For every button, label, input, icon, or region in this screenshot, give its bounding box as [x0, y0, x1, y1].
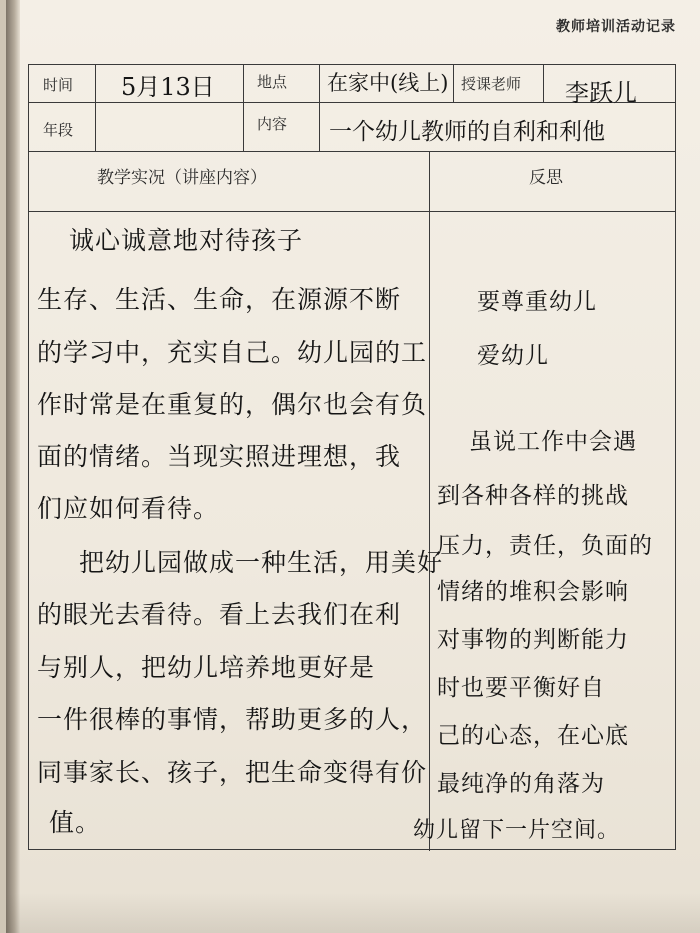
teaching-line: 们应如何看待。	[37, 494, 220, 523]
reflection-line: 幼儿留下一片空间。	[413, 818, 621, 843]
time-label: 时间	[43, 76, 74, 94]
reflection-header: 反思	[529, 168, 563, 188]
teaching-line: 的学习中，充实自己。幼儿园的工	[37, 338, 428, 367]
reflection-line: 情绪的堆积会影响	[437, 579, 629, 605]
teaching-line: 与别人，把幼儿培养地更好是	[37, 653, 376, 682]
col-divider	[243, 65, 244, 151]
reflection-line: 对事物的判断能力	[437, 627, 629, 653]
reflection-line: 爱幼儿	[477, 343, 549, 369]
page-shadow	[6, 893, 700, 933]
grade-label: 年段	[43, 121, 74, 139]
teaching-line: 诚心诚意地对待孩子	[69, 226, 304, 255]
row-divider	[29, 151, 675, 152]
row-divider	[29, 211, 675, 212]
reflection-line: 要尊重幼儿	[477, 289, 597, 315]
reflection-line: 时也要平衡好自	[437, 675, 605, 701]
teaching-line: 把幼儿园做成一种生活，用美好	[79, 548, 444, 577]
reflection-line: 虽说工作中会遇	[469, 429, 637, 455]
col-divider	[95, 65, 96, 151]
reflection-line: 己的心态，在心底	[437, 723, 629, 749]
teaching-line: 面的情绪。当现实照进理想，我	[37, 442, 402, 471]
teaching-line: 的眼光去看待。看上去我们在利	[37, 600, 402, 629]
content-value: 一个幼儿教师的自利和利他	[329, 119, 605, 145]
record-title: 教师培训活动记录	[556, 19, 676, 35]
teaching-line: 作时常是在重复的，偶尔也会有负	[37, 390, 428, 419]
place-label: 地点	[257, 73, 288, 91]
col-divider	[453, 65, 454, 102]
record-table	[28, 64, 676, 850]
teaching-line: 同事家长、孩子，把生命变得有价	[37, 758, 428, 787]
time-value: 5月13日	[121, 73, 215, 101]
reflection-line: 最纯净的角落为	[437, 771, 605, 797]
teaching-header: 教学实况（讲座内容）	[97, 168, 267, 188]
page-binding	[6, 0, 20, 933]
col-divider	[543, 65, 544, 102]
body-divider	[429, 151, 430, 851]
notebook-page	[6, 0, 700, 933]
reflection-line: 压力，责任，负面的	[437, 533, 653, 559]
teaching-line: 一件很棒的事情，帮助更多的人，	[37, 705, 428, 734]
teaching-line: 生存、生活、生命，在源源不断	[37, 285, 402, 314]
col-divider	[319, 65, 320, 151]
place-value: 在家中(线上)	[327, 71, 449, 95]
teacher-value: 李跃儿	[565, 79, 637, 107]
content-label: 内容	[257, 115, 288, 133]
reflection-line: 到各种各样的挑战	[437, 483, 629, 509]
teaching-line: 值。	[49, 808, 102, 837]
teacher-label: 授课老师	[461, 75, 522, 93]
